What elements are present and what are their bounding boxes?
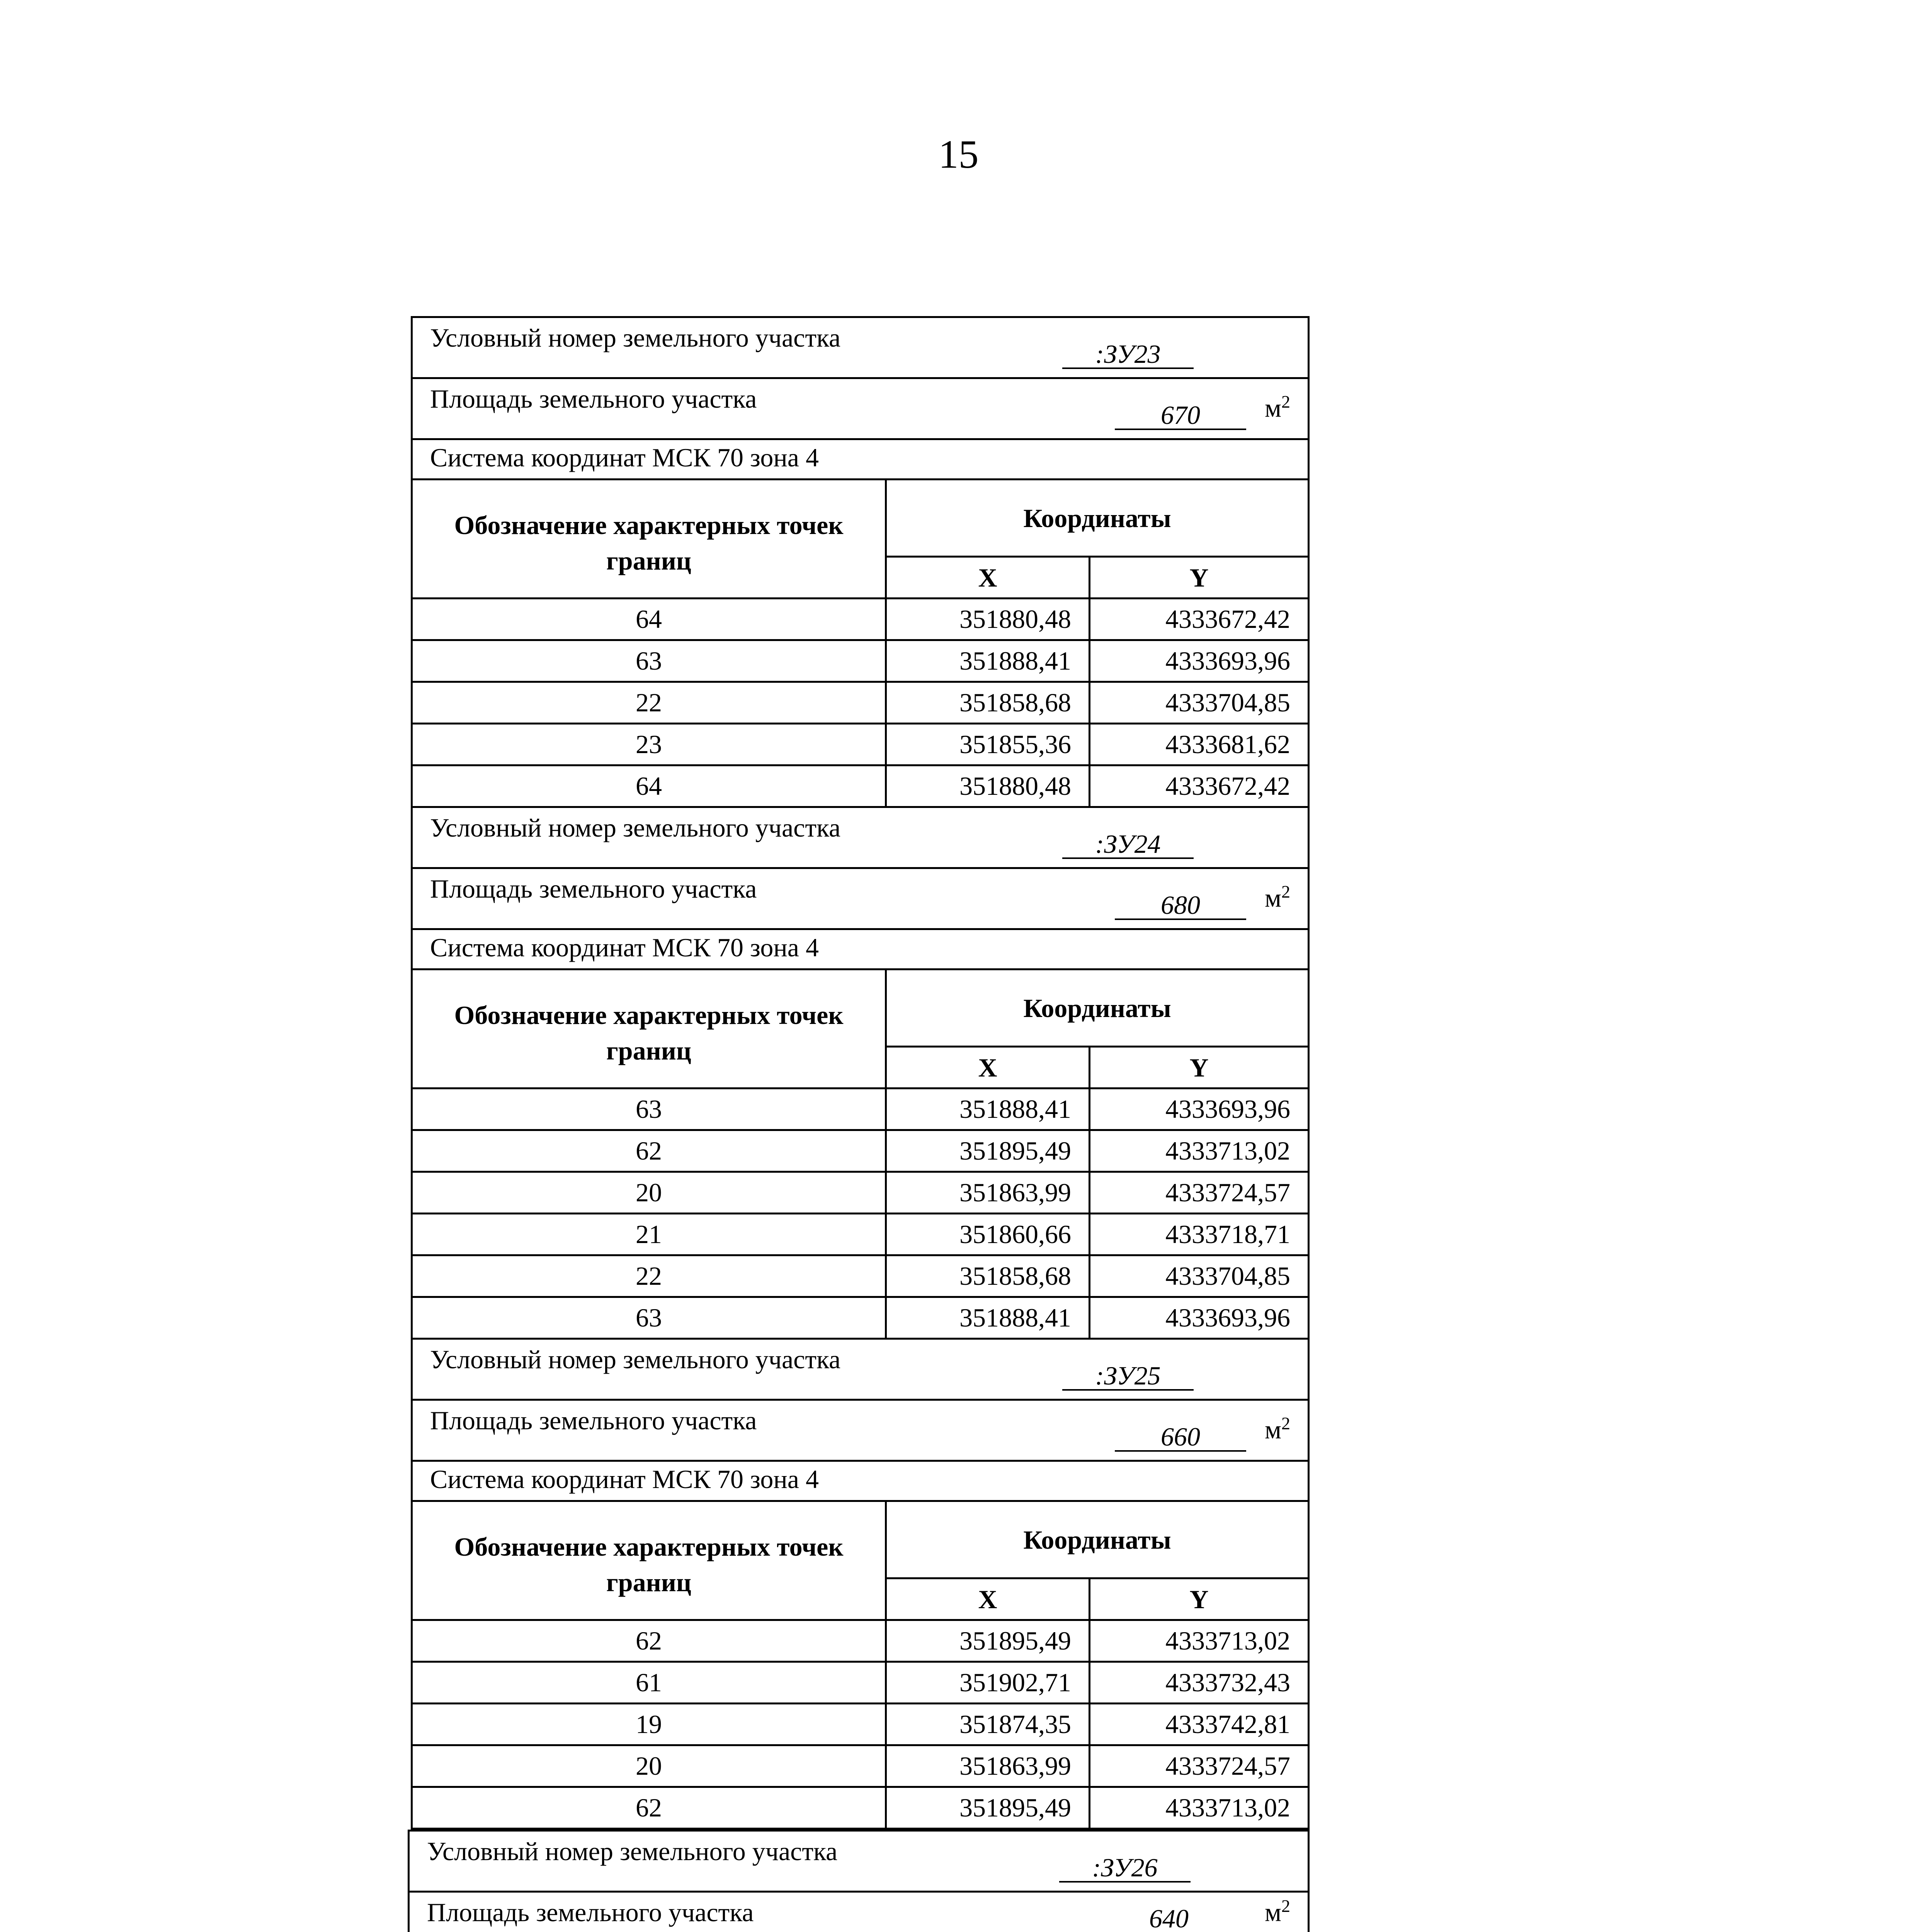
x-cell: 351888,41 bbox=[886, 640, 1090, 682]
header-row bbox=[412, 969, 1309, 1047]
y-cell: 4333693,96 bbox=[1090, 1297, 1309, 1339]
header-row bbox=[412, 1501, 1309, 1578]
coord-system-label: Система координат МСК 70 зона 4 bbox=[430, 1464, 819, 1494]
area-unit: $м^2$ bbox=[1264, 1896, 1290, 1927]
table-row bbox=[412, 1704, 1309, 1745]
point-cell: 62 bbox=[412, 1130, 886, 1172]
y-header: Y bbox=[1090, 1578, 1309, 1620]
area-unit: $м^2$ bbox=[1264, 392, 1291, 423]
point-cell: 62 bbox=[412, 1620, 886, 1662]
y-cell: 4333732,43 bbox=[1090, 1662, 1309, 1704]
coord-system-row bbox=[412, 929, 1309, 969]
table-row bbox=[412, 599, 1309, 640]
table-row bbox=[412, 1172, 1309, 1214]
points-header: Обозначение характерных точек границ bbox=[412, 969, 886, 1088]
coordinates-document bbox=[411, 316, 1308, 1932]
y-cell: 4333724,57 bbox=[1090, 1745, 1309, 1787]
parcel-area-row bbox=[412, 1400, 1309, 1461]
x-cell: 351895,49 bbox=[886, 1620, 1090, 1662]
point-cell: 63 bbox=[412, 1297, 886, 1339]
table-row bbox=[412, 640, 1309, 682]
x-cell: 351880,48 bbox=[886, 765, 1090, 807]
header-row bbox=[412, 480, 1309, 557]
points-header: Обозначение характерных точек границ bbox=[412, 1501, 886, 1620]
parcel-area-label: Площадь земельного участка bbox=[430, 874, 757, 903]
parcels-table-main bbox=[411, 316, 1310, 1830]
area-unit: $м^2$ bbox=[1264, 1413, 1291, 1444]
table-row bbox=[412, 682, 1309, 724]
parcel-number-row bbox=[412, 317, 1309, 378]
x-cell: 351880,48 bbox=[886, 599, 1090, 640]
x-header: X bbox=[886, 1047, 1090, 1088]
parcel-number-label: Условный номер земельного участка bbox=[430, 813, 841, 842]
y-cell: 4333713,02 bbox=[1090, 1787, 1309, 1829]
point-cell: 19 bbox=[412, 1704, 886, 1745]
y-cell: 4333672,42 bbox=[1090, 599, 1309, 640]
parcel-area-value: 640 bbox=[1149, 1904, 1189, 1932]
x-cell: 351858,68 bbox=[886, 682, 1090, 724]
parcel-number-value: :ЗУ25 bbox=[1062, 1362, 1194, 1391]
table-row bbox=[412, 724, 1309, 765]
y-cell: 4333704,85 bbox=[1090, 682, 1309, 724]
parcel-number-label: Условный номер земельного участка bbox=[430, 323, 841, 352]
parcel-area-label: Площадь земельного участка bbox=[427, 1898, 754, 1927]
coord-system-label: Система координат МСК 70 зона 4 bbox=[430, 933, 819, 962]
coord-system-label: Система координат МСК 70 зона 4 bbox=[430, 443, 819, 472]
table-row bbox=[412, 765, 1309, 807]
coords-header: Координаты bbox=[886, 969, 1309, 1047]
point-cell: 20 bbox=[412, 1172, 886, 1214]
page-number: 15 bbox=[938, 132, 979, 177]
parcel-number-row bbox=[412, 1339, 1309, 1400]
parcel-number-label: Условный номер земельного участка bbox=[427, 1837, 838, 1866]
y-cell: 4333704,85 bbox=[1090, 1255, 1309, 1297]
x-cell: 351855,36 bbox=[886, 724, 1090, 765]
table-row bbox=[412, 1297, 1309, 1339]
point-cell: 61 bbox=[412, 1662, 886, 1704]
parcel-area-row bbox=[409, 1892, 1309, 1932]
parcel-number-label: Условный номер земельного участка bbox=[430, 1345, 841, 1374]
point-cell: 20 bbox=[412, 1745, 886, 1787]
table-row bbox=[412, 1255, 1309, 1297]
x-cell: 351874,35 bbox=[886, 1704, 1090, 1745]
table-row bbox=[412, 1662, 1309, 1704]
y-cell: 4333713,02 bbox=[1090, 1620, 1309, 1662]
parcel-area-value: 660 bbox=[1115, 1423, 1246, 1452]
parcel-area-value: 680 bbox=[1115, 891, 1246, 920]
points-header: Обозначение характерных точек границ bbox=[412, 480, 886, 599]
x-cell: 351895,49 bbox=[886, 1130, 1090, 1172]
coords-header: Координаты bbox=[886, 480, 1309, 557]
x-header: X bbox=[886, 557, 1090, 599]
point-cell: 62 bbox=[412, 1787, 886, 1829]
point-cell: 23 bbox=[412, 724, 886, 765]
table-row bbox=[412, 1130, 1309, 1172]
parcel-table-zu26-meta bbox=[408, 1830, 1310, 1932]
x-cell: 351888,41 bbox=[886, 1088, 1090, 1130]
y-cell: 4333693,96 bbox=[1090, 1088, 1309, 1130]
x-cell: 351863,99 bbox=[886, 1745, 1090, 1787]
x-cell: 351858,68 bbox=[886, 1255, 1090, 1297]
y-header: Y bbox=[1090, 557, 1309, 599]
parcel-number-value: :ЗУ23 bbox=[1062, 340, 1194, 369]
point-cell: 21 bbox=[412, 1214, 886, 1255]
point-cell: 22 bbox=[412, 1255, 886, 1297]
table-row bbox=[412, 1214, 1309, 1255]
coord-system-row bbox=[412, 439, 1309, 480]
x-cell: 351895,49 bbox=[886, 1787, 1090, 1829]
table-row bbox=[412, 1620, 1309, 1662]
y-cell: 4333718,71 bbox=[1090, 1214, 1309, 1255]
x-cell: 351860,66 bbox=[886, 1214, 1090, 1255]
x-header: X bbox=[886, 1578, 1090, 1620]
table-row bbox=[412, 1787, 1309, 1829]
parcel-area-label: Площадь земельного участка bbox=[430, 1406, 757, 1435]
point-cell: 64 bbox=[412, 765, 886, 807]
point-cell: 64 bbox=[412, 599, 886, 640]
x-cell: 351888,41 bbox=[886, 1297, 1090, 1339]
parcel-number-value: :ЗУ24 bbox=[1062, 830, 1194, 859]
coord-system-row bbox=[412, 1461, 1309, 1501]
y-cell: 4333672,42 bbox=[1090, 765, 1309, 807]
parcel-area-label: Площадь земельного участка bbox=[430, 384, 757, 413]
y-cell: 4333713,02 bbox=[1090, 1130, 1309, 1172]
point-cell: 22 bbox=[412, 682, 886, 724]
parcel-number-row bbox=[412, 807, 1309, 868]
y-cell: 4333742,81 bbox=[1090, 1704, 1309, 1745]
parcel-area-row bbox=[412, 868, 1309, 929]
table-row bbox=[412, 1745, 1309, 1787]
y-cell: 4333724,57 bbox=[1090, 1172, 1309, 1214]
point-cell: 63 bbox=[412, 640, 886, 682]
x-cell: 351863,99 bbox=[886, 1172, 1090, 1214]
area-unit: $м^2$ bbox=[1264, 882, 1291, 913]
table-row bbox=[412, 1088, 1309, 1130]
y-cell: 4333681,62 bbox=[1090, 724, 1309, 765]
coords-header: Координаты bbox=[886, 1501, 1309, 1578]
y-header: Y bbox=[1090, 1047, 1309, 1088]
parcel-area-row bbox=[412, 378, 1309, 439]
x-cell: 351902,71 bbox=[886, 1662, 1090, 1704]
y-cell: 4333693,96 bbox=[1090, 640, 1309, 682]
point-cell: 63 bbox=[412, 1088, 886, 1130]
parcel-number-value: :ЗУ26 bbox=[1059, 1854, 1191, 1883]
parcel-area-value: 670 bbox=[1115, 401, 1246, 430]
parcel-number-row bbox=[409, 1831, 1309, 1892]
